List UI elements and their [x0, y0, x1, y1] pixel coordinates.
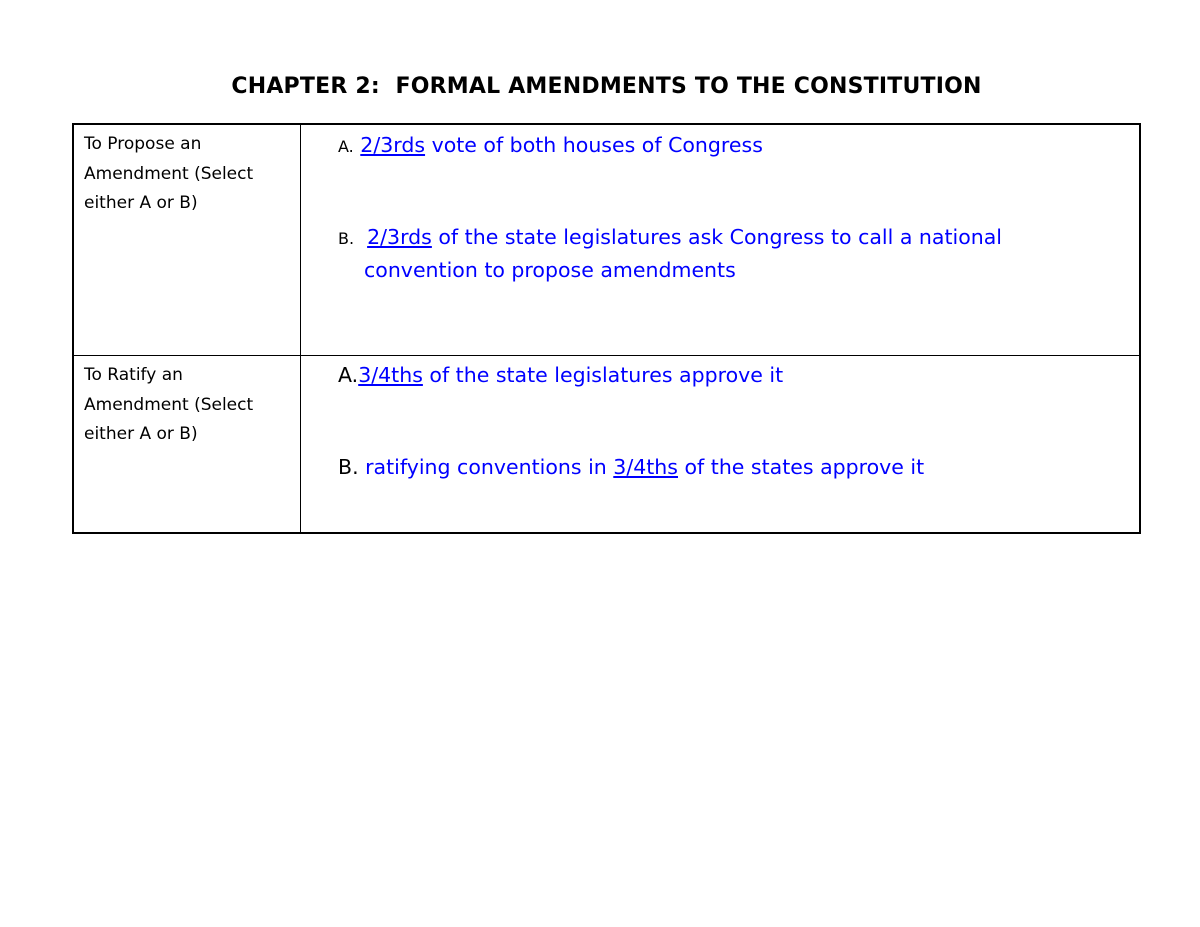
ratify-option-a — [338, 359, 783, 392]
table-row-ratify — [74, 356, 1139, 532]
option-text: vote of both houses of Congress — [425, 133, 763, 157]
option-marker: A. — [338, 137, 354, 156]
fraction-underlined: 2/3rds — [367, 225, 432, 249]
row-content-cell — [301, 125, 1139, 355]
propose-option-b — [338, 221, 1002, 255]
propose-option-a — [338, 129, 763, 163]
table-row-propose — [74, 125, 1139, 356]
option-text: of the state legislatures ask Congress to call a national — [431, 225, 1003, 249]
option-marker: A. — [338, 363, 359, 387]
option-text: of the state legislatures approve it — [422, 363, 784, 387]
row-content-cell — [301, 356, 1139, 532]
propose-option-b-continuation: convention to propose amendments — [364, 258, 736, 282]
option-text-before: ratifying conventions in — [365, 455, 614, 479]
option-marker: B. — [338, 229, 355, 248]
ratify-option-b — [338, 451, 924, 484]
row-label-ratify: To Ratify an Amendment (Select either A or B) — [84, 365, 254, 444]
fraction-underlined: 3/4ths — [358, 363, 423, 387]
document-title: CHAPTER 2: FORMAL AMENDMENTS TO THE CONSTITUTION — [231, 74, 982, 99]
fraction-underlined: 3/4ths — [613, 455, 678, 479]
row-label-propose: To Propose an Amendment (Select either A or B) — [84, 134, 254, 213]
option-text: of the states approve it — [677, 455, 925, 479]
option-marker: B. — [338, 455, 359, 479]
fraction-underlined: 2/3rds — [360, 133, 426, 157]
row-label-cell — [74, 125, 301, 355]
amendments-table — [72, 123, 1141, 534]
row-label-cell — [74, 356, 301, 532]
